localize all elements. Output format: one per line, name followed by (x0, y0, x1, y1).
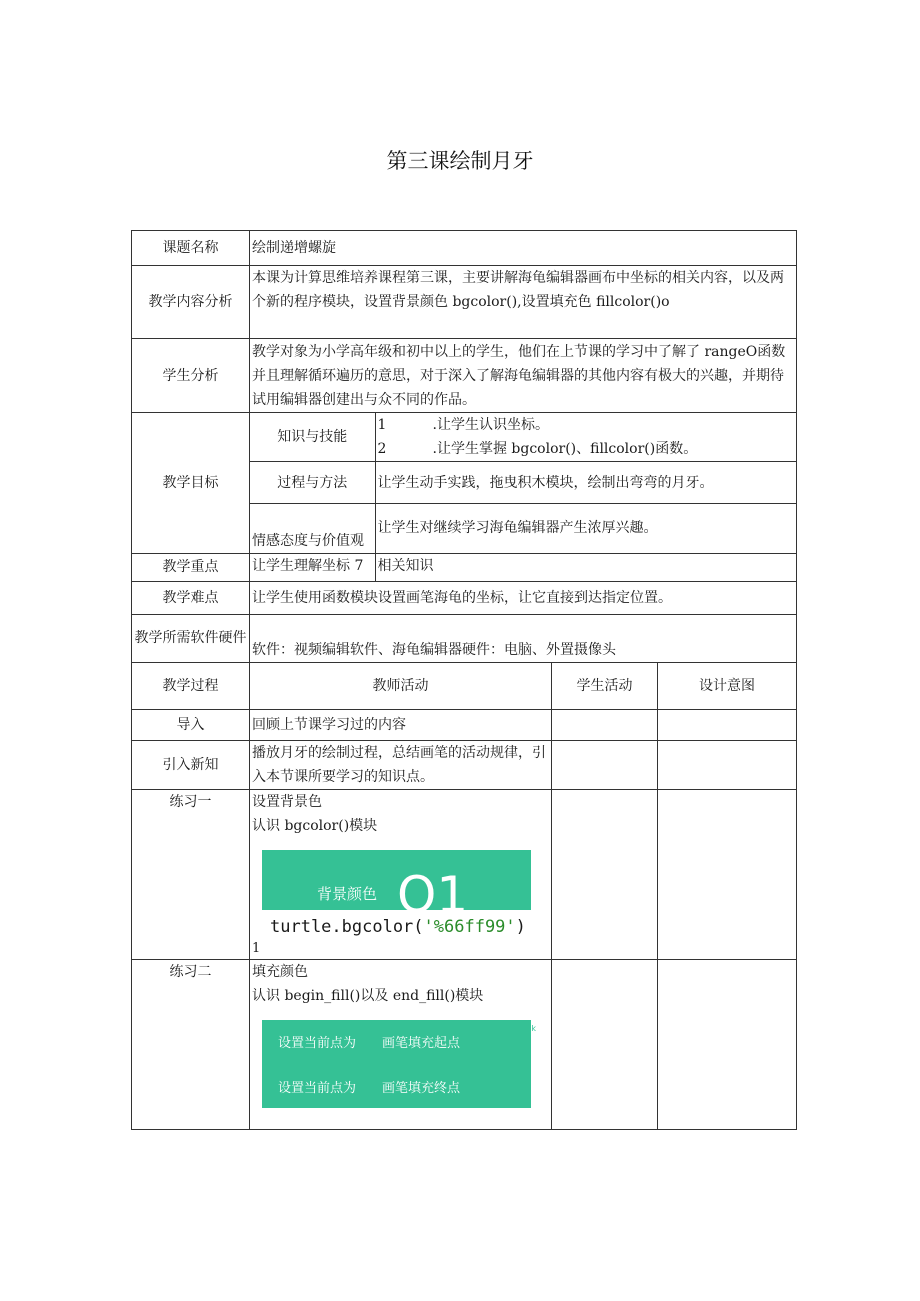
process-method-row (250, 462, 796, 504)
content-analysis-label: 教学内容分析 (132, 266, 250, 339)
goals-subtable (250, 413, 796, 553)
student-analysis-row (132, 339, 797, 413)
fill-end-row: 设置当前点为 画笔填充终点 (278, 1080, 461, 1096)
difficulty-label: 教学难点 (132, 581, 250, 614)
bgcolor-banner-number: O1 (397, 865, 469, 924)
topic-row (132, 231, 797, 266)
exercise2-line2: 认识 begin_fill()以及 end_fill()模块 (252, 987, 484, 1004)
new-knowledge-student (552, 740, 658, 789)
fill-banner-mark: k (531, 1023, 536, 1033)
new-knowledge-design (658, 740, 797, 789)
goals-subtable-cell (250, 413, 797, 554)
exercise2-row (132, 959, 797, 1129)
resources-value: 软件：视频编辑软件、海龟编辑器硬件：电脑、外置摄像头 (250, 614, 797, 662)
knowledge-item: 1 .让学生认识坐标。 (377, 417, 549, 433)
fill-banner (262, 1020, 536, 1108)
intro-teacher: 回顾上节课学习过的内容 (250, 709, 552, 740)
process-header-label: 教学过程 (132, 662, 250, 709)
exercise2-label: 练习二 (132, 959, 250, 1129)
key-point-label: 教学重点 (132, 553, 250, 581)
exercise2-line1: 填充颜色 (252, 963, 308, 980)
exercise1-line2: 认识 bgcolor()模块 (252, 817, 378, 834)
difficulty-value: 让学生使用函数模块设置画笔海龟的坐标，让它直接到达指定位置。 (250, 581, 797, 614)
knowledge-label: 知识与技能 (277, 429, 348, 445)
lesson-plan-table (131, 230, 797, 1130)
lesson-plan (131, 230, 796, 1128)
knowledge-item: 2 .让学生掌握 bgcolor()、fillcolor()函数。 (377, 441, 698, 457)
student-analysis-label: 学生分析 (132, 339, 250, 413)
new-knowledge-row (132, 740, 797, 789)
topic-label: 课题名称 (132, 231, 250, 266)
resources-row (132, 614, 797, 662)
attitude-row (250, 504, 796, 553)
design-intent-header: 设计意图 (658, 662, 797, 709)
intro-label: 导入 (132, 709, 250, 740)
resources-label: 教学所需软件硬件 (132, 614, 250, 662)
content-analysis-row (132, 266, 797, 339)
process-method-value: 让学生动手实践，拖曳积木模块，绘制出弯弯的月牙。 (375, 462, 796, 504)
exercise2-student (552, 959, 658, 1129)
process-method-label: 过程与方法 (250, 462, 375, 504)
student-analysis-value: 教学对象为小学高年级和初中以上的学生，他们在上节课的学习中了解了 rangeO函数并且理解循环遍历的意思，对于深入了解海龟编辑器的其他内容有极大的兴趣，并期待试用编辑器创建出与众不同的作品。 (250, 339, 797, 413)
key-point-value-b: 相关知识 (375, 554, 796, 581)
knowledge-items (375, 413, 796, 462)
process-header-row (132, 662, 797, 709)
exercise1-design (658, 789, 797, 959)
key-point-value-a: 让学生理解坐标 7 (252, 557, 364, 574)
new-knowledge-teacher: 播放月牙的绘制过程，总结画笔的活动规律，引入本节课所要学习的知识点。 (250, 740, 552, 789)
content-analysis-value: 本课为计算思维培养课程第三课，主要讲解海龟编辑器画布中坐标的相关内容，以及两个新的程序模块，设置背景颜色 bgcolor(),设置填充色 fillcolor()o (250, 266, 797, 339)
goals-row (132, 413, 797, 554)
exercise1-teacher (250, 789, 552, 959)
attitude-label: 情感态度与价值观 (250, 504, 375, 553)
topic-value: 绘制递增螺旋 (250, 231, 797, 266)
fill-start-row: 设置当前点为 画笔填充起点 (278, 1035, 461, 1051)
attitude-value: 让学生对继续学习海龟编辑器产生浓厚兴趣。 (375, 504, 796, 553)
intro-design (658, 709, 797, 740)
knowledge-row (250, 413, 796, 462)
exercise2-teacher (250, 959, 552, 1129)
new-knowledge-label: 引入新知 (132, 740, 250, 789)
intro-student (552, 709, 658, 740)
key-point-cell (250, 553, 797, 581)
bgcolor-code: turtle.bgcolor('%66ff99') (270, 916, 526, 937)
goals-label: 教学目标 (132, 413, 250, 554)
bgcolor-banner-label: 背景颜色 (317, 884, 378, 903)
exercise2-design (658, 959, 797, 1129)
exercise1-student (552, 789, 658, 959)
exercise1-row (132, 789, 797, 959)
exercise1-label: 练习一 (132, 789, 250, 959)
intro-row (132, 709, 797, 740)
page-title: 第三课绘制月牙 (386, 149, 534, 173)
key-point-row (132, 553, 797, 581)
teacher-activity-header: 教师活动 (250, 662, 552, 709)
exercise1-line1: 设置背景色 (252, 793, 322, 810)
student-activity-header: 学生活动 (552, 662, 658, 709)
difficulty-row (132, 581, 797, 614)
bgcolor-banner (262, 850, 531, 924)
key-point-subtable (250, 554, 796, 581)
exercise1-tail: 1 (252, 940, 261, 956)
